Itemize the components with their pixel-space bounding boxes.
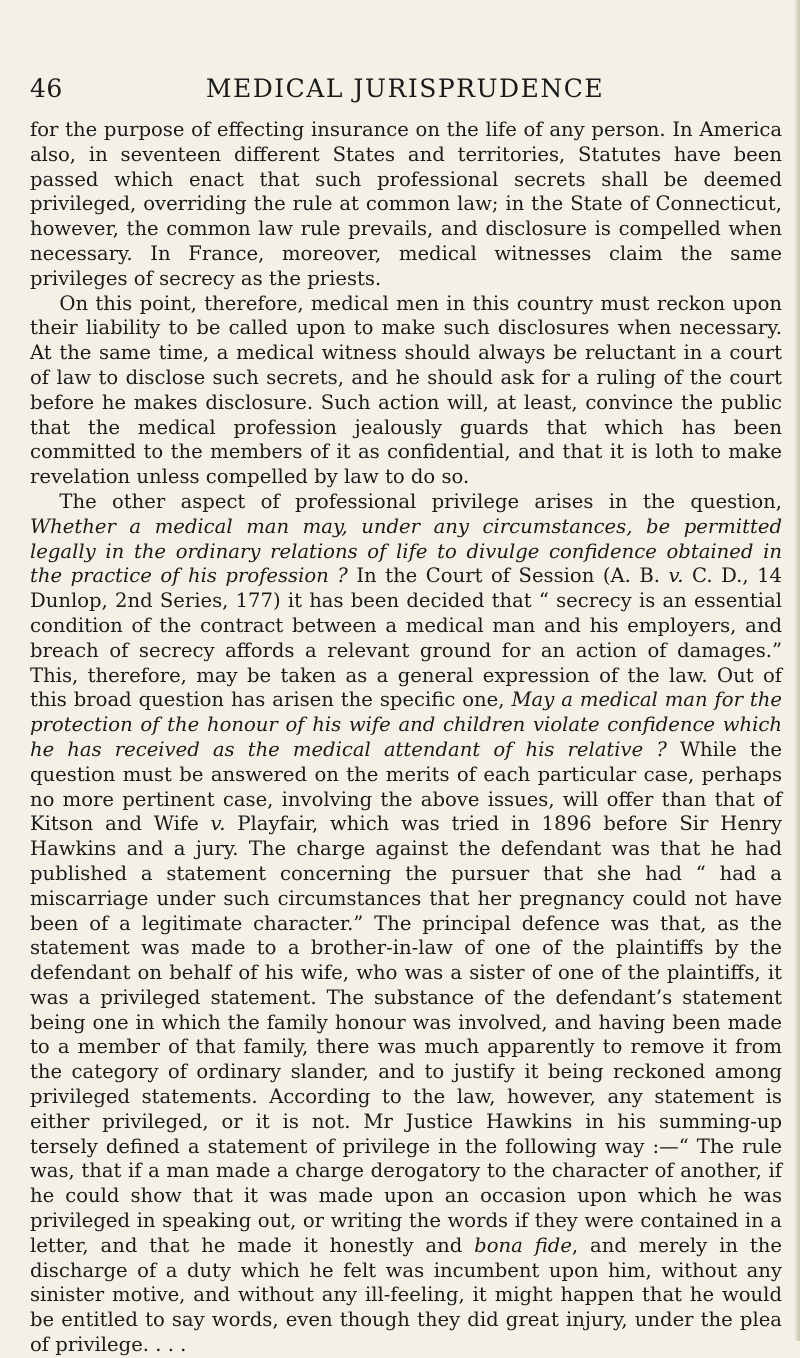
- text-span: for the purpose of effecting insurance on the life of any person. In America also, in seventeen different States and territories, Statutes have been passed which enact that such professional secrets shall be deemed privileged, overriding the rule at common law; in the State of Connecticut, however, the common law rule prevails, and disclosure is compelled when necessary. In France, moreover, medical witnesses claim the same privileges of secrecy as the priests.: [30, 118, 782, 290]
- text-span: In the Court of Session (A. B.: [347, 564, 669, 588]
- text-span: The other aspect of professional privilege arises in the question,: [59, 489, 782, 513]
- paragraph: [30, 118, 782, 292]
- page-number: 46: [30, 74, 63, 103]
- paragraph: [30, 292, 782, 490]
- italic-question: Whether a medical man may, under any circumstances, be permitted legally in the ordinary relations of life to divulge confidence obtained in the practice of his profession ?: [30, 514, 782, 588]
- text-span: Playfair, which was tried in 1896 before Sir Henry Hawkins and a jury. The charge against the defendant was that he had published a statement concerning the pursuer that she had “ had a miscarriage under such circumstances that her pregnancy could not have been of a legitimate character.” The principal defence was that, as the statement was made to a brother-in-law of one of the plaintiffs by the defendant on behalf of his wife, who was a sister of one of the plaintiffs, it was a privileged statement. The substance of the defendant’s statement being one in which the family honour was involved, and having been made to a member of that family, there was much apparently to remove it from the category of ordinary slander, and to justify it being reckoned among privileged statements. According to the law, however, any statement is either privileged, or it is not. Mr Justice Hawkins in his summing-up tersely defined a statement of privilege in the following way :—“ The rule was, that if a man made a charge derogatory to the character of another, if he could show that it was made upon an occasion upon which he was privileged in speaking out, or writing the words if they were contained in a letter, and that he made it honestly and: [30, 812, 783, 1257]
- text-span: C. D., 14 Dunlop, 2nd Series, 177) it has been decided that “ secrecy is an essential condition of the contract between a medical man and his employers, and breach of secrecy affords a relevant ground for an action of damages.” This, therefore, may be taken as a general expression of the law. Out of this broad question has arisen the specific one,: [30, 564, 783, 712]
- italic-versus: v.: [668, 564, 684, 588]
- text-span: While the question must be answered on the merits of each particular case, perhaps no more pertinent case, involving the above issues, will offer than that of Kitson and Wife: [30, 737, 782, 836]
- italic-question: May a medical man for the protection of the honour of his wife and children violate confidence which he has received as the medical attendant of his relative ?: [30, 688, 783, 761]
- italic-latin-phrase: bona fide: [474, 1233, 572, 1257]
- text-span: On this point, therefore, medical men in this country must reckon upon their liability to be called upon to make such disclosures when necessary. At the same time, a medical witness should always be reluctant in a court of law to disclose such secrets, and he should ask for a ruling of the court before he makes disclosure. Such action will, at least, convince the public that the medical profession jealously guards that which has been committed to the members of it as confidential, and that it is loth to make revelation unless compelled by law to do so.: [30, 291, 782, 489]
- body-text: [30, 118, 782, 1358]
- text-span: , and merely in the discharge of a duty which he felt was incumbent upon him, without any sinister motive, and without any ill-feeling, it might happen that he would be entitled to say words, even though they did great injury, under the plea of privilege. . . .: [30, 1233, 783, 1357]
- italic-versus: v.: [210, 812, 226, 836]
- running-title: MEDICAL JURISPRUDENCE: [205, 74, 605, 103]
- page-header: [30, 74, 780, 108]
- paragraph: [30, 490, 782, 1358]
- page-edge-shadow: [794, 0, 800, 1341]
